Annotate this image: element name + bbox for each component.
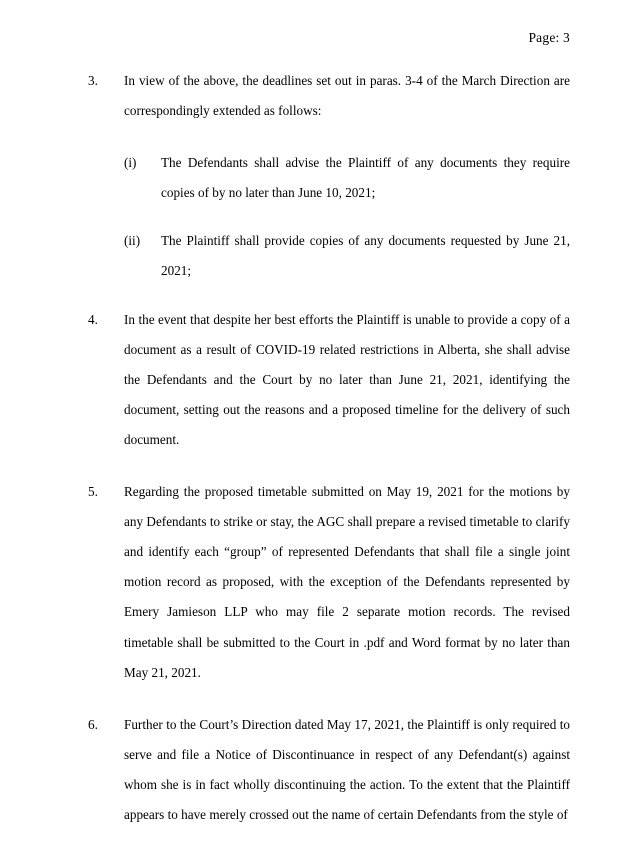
paragraph-text: Further to the Court’s Direction dated May 17, 2021, the Plaintiff is only required to serve and file a Notice of Discontinuance in respect of any Defendant(s) against whom she is in fact wholly discontinuing the action. To the extent that the Plaintiff appears to have merely crossed out the name of certain Defendants from the style of [124,716,570,822]
page-number-label: Page: 3 [528,30,570,45]
numbered-paragraph [88,305,570,455]
paragraph-number: 6. [88,716,98,732]
paragraph-text: Regarding the proposed timetable submitted on May 19, 2021 for the motions by any Defendants to strike or stay, the AGC shall prepare a revised timetable to clarify and identify each “group” of represented Defendants that shall file a single joint motion record as proposed, with the exception of the Defendants represented by Emery Jamieson LLP who may file 2 separate motion records. The revised timetable shall be submitted to the Court in .pdf and Word format by no later than May 21, 2021. [124,484,570,680]
sub-item-text: The Plaintiff shall provide copies of any documents requested by June 21, 2021; [161,233,570,279]
numbered-paragraph [88,66,570,126]
numbered-paragraph [88,477,570,688]
sub-item-number: (ii) [124,233,141,249]
list-item [124,226,570,286]
numbered-paragraph [88,710,570,830]
paragraph-number: 4. [88,311,98,327]
paragraph-number: 3. [88,73,98,88]
paragraph-text: In view of the above, the deadlines set out in paras. 3-4 of the March Direction are correspondingly extended as follows: [124,73,570,119]
list-item [124,148,570,208]
sub-item-list [124,148,570,286]
paragraph-block [88,66,570,287]
paragraph-text: In the event that despite her best efforts the Plaintiff is unable to provide a copy of a document as a result of COVID-19 related restrictions in Alberta, she shall advise the Defendants and the Court by no later than June 21, 2021, identifying the document, setting out the reasons and a proposed timeline for the delivery of such document. [124,311,570,447]
sub-item-number: (i) [124,155,137,171]
paragraph-number: 5. [88,484,98,500]
document-body [88,66,570,852]
sub-item-text: The Defendants shall advise the Plaintiff of any documents they require copies of by no later than June 10, 2021; [161,155,570,201]
